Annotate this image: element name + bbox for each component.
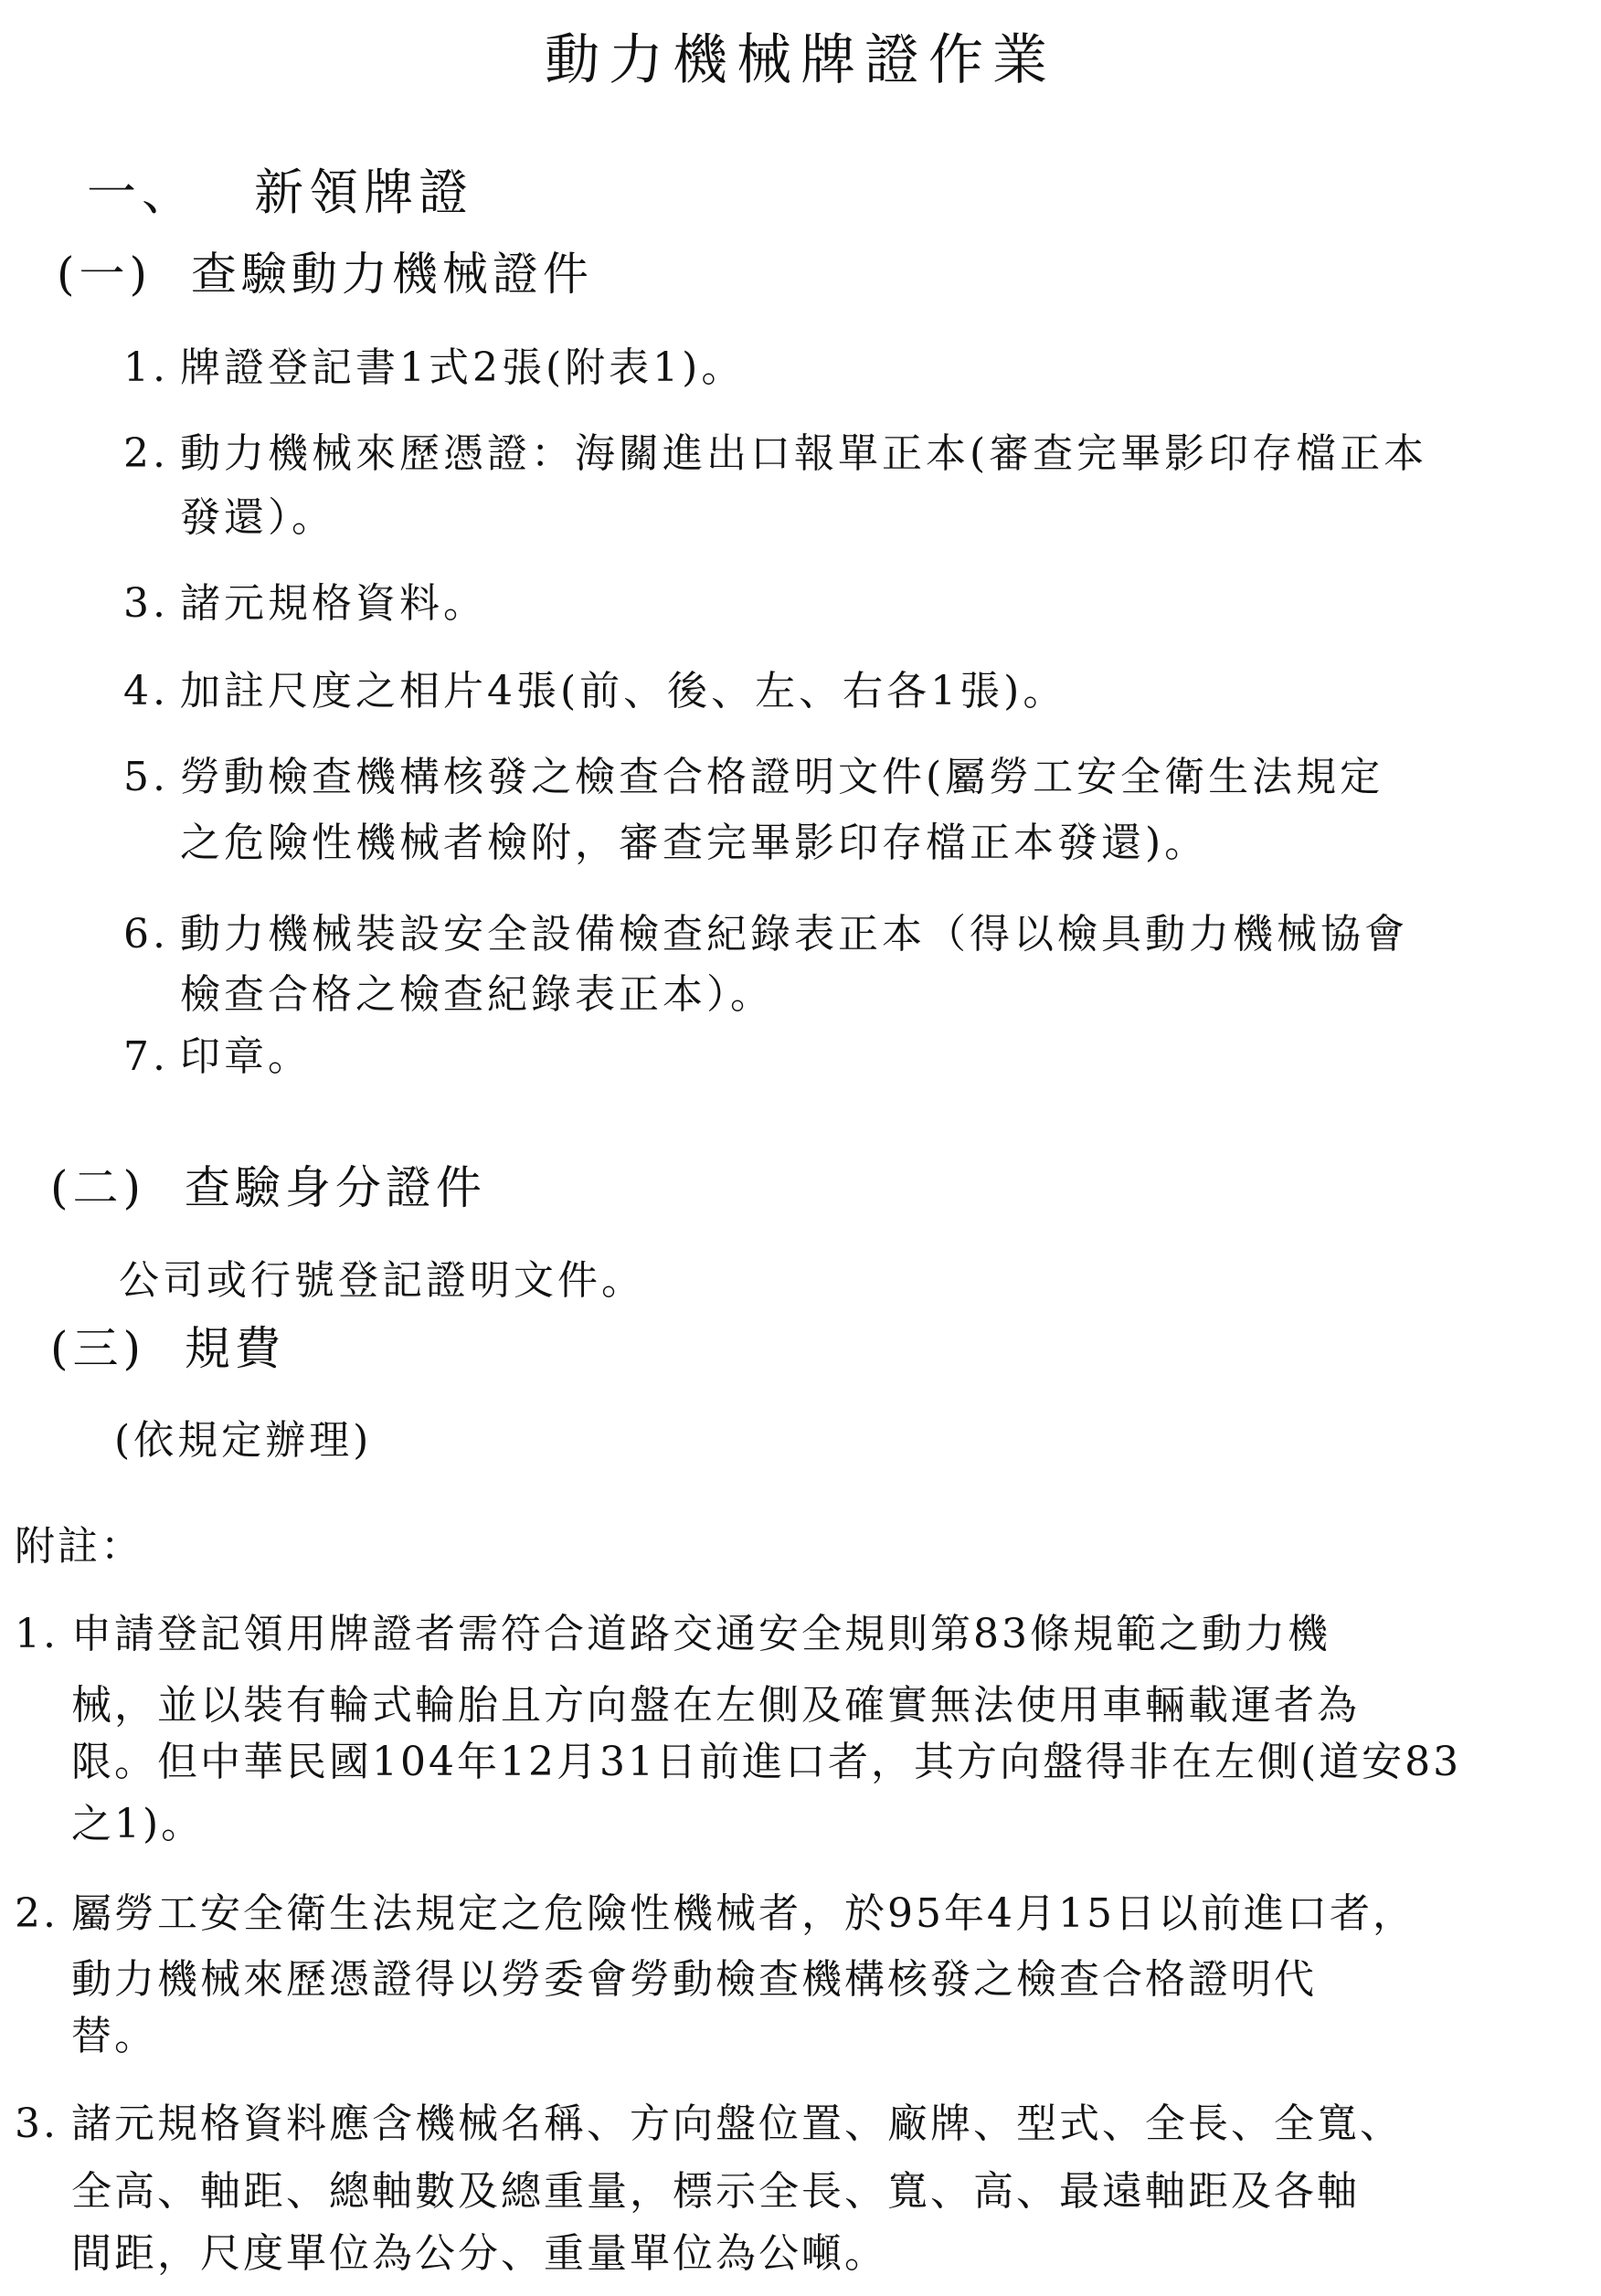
note-text-continued: 全高、軸距、總軸數及總重量，標示全長、寬、高、最遠軸距及各軸 (71, 2168, 1360, 2215)
note-text: 屬勞工安全衛生法規定之危險性機械者，於95年4月15日以前進口者， (71, 1890, 1415, 1937)
item-text: 動力機械裝設安全設備檢查紀錄表正本（得以檢具動力機械協會 (180, 911, 1408, 958)
list-item (123, 901, 1408, 959)
subsection-number: (三) (50, 1322, 146, 1375)
note-text-continued: 動力機械來歷憑證得以勞委會勞動檢查機構核發之檢查合格證明代 (71, 1956, 1317, 2003)
list-item (123, 1023, 312, 1082)
subsection-heading (50, 1312, 285, 1378)
note-item (15, 1880, 1415, 1939)
note-item (15, 2090, 1403, 2149)
item-text: 加註尺度之相片4張(前、後、左、右各1張)。 (180, 668, 1067, 714)
item-text: 勞動檢查機構核發之檢查合格證明文件(屬勞工安全衛生法規定 (180, 754, 1384, 800)
list-item (123, 334, 745, 393)
note-text: 申請登記領用牌證者需符合道路交通安全規則第83條規範之動力機 (71, 1611, 1331, 1657)
item-number: 2. (123, 430, 169, 477)
page-title: 動力機械牌證作業 (545, 28, 1056, 92)
subsection-body: 公司或行號登記證明文件。 (119, 1257, 645, 1304)
note-number: 3. (15, 2100, 58, 2147)
section-number: 一、 (87, 164, 196, 221)
item-text: 印章。 (180, 1033, 312, 1080)
note-text-continued: 械，並以裝有輪式輪胎且方向盤在左側及確實無法使用車輛載運者為 (71, 1682, 1360, 1729)
section-heading (87, 153, 473, 224)
subsection-label: 查驗動力機械證件 (190, 248, 593, 301)
subsection-heading (50, 1151, 486, 1217)
note-text: 諸元規格資料應含機械名稱、方向盤位置、廠牌、型式、全長、全寬、 (71, 2100, 1403, 2147)
subsection-label: 查驗身分證件 (184, 1161, 486, 1214)
item-number: 5. (123, 754, 169, 800)
item-text: 牌證登記書1式2張(附表1)。 (180, 344, 746, 391)
note-text-continued: 之1)。 (71, 1801, 205, 1847)
list-item (123, 744, 1384, 802)
subsection-body: (依規定辦理) (114, 1417, 373, 1464)
section-label: 新領牌證 (254, 164, 474, 221)
note-number: 1. (15, 1611, 58, 1657)
item-text-continued: 之危險性機械者檢附，審查完畢影印存檔正本發還)。 (180, 820, 1209, 866)
item-text: 諸元規格資料。 (180, 580, 487, 627)
list-item (123, 658, 1066, 716)
note-item (15, 1601, 1331, 1659)
list-item (123, 570, 487, 629)
item-text-continued: 檢查合格之檢查紀錄表正本）。 (180, 971, 774, 1018)
note-text-continued: 間距，尺度單位為公分、重量單位為公噸。 (71, 2230, 887, 2277)
item-number: 1. (123, 344, 169, 391)
note-text-continued: 限。但中華民國104年12月31日前進口者，其方向盤得非在左側(道安83 (71, 1739, 1462, 1785)
list-item (123, 420, 1427, 479)
subsection-label: 規費 (184, 1322, 285, 1375)
subsection-number: (一) (57, 248, 153, 301)
item-number: 4. (123, 668, 169, 714)
note-number: 2. (15, 1890, 58, 1937)
note-text-continued: 替。 (71, 2013, 157, 2059)
item-text: 動力機械來歷憑證：海關進出口報單正本(審查完畢影印存檔正本 (180, 430, 1428, 477)
item-number: 7. (123, 1033, 169, 1080)
item-text-continued: 發還）。 (180, 494, 335, 541)
notes-heading: 附註： (15, 1523, 143, 1570)
subsection-number: (二) (50, 1161, 146, 1214)
item-number: 6. (123, 911, 169, 958)
subsection-heading (57, 238, 593, 303)
item-number: 3. (123, 580, 169, 627)
